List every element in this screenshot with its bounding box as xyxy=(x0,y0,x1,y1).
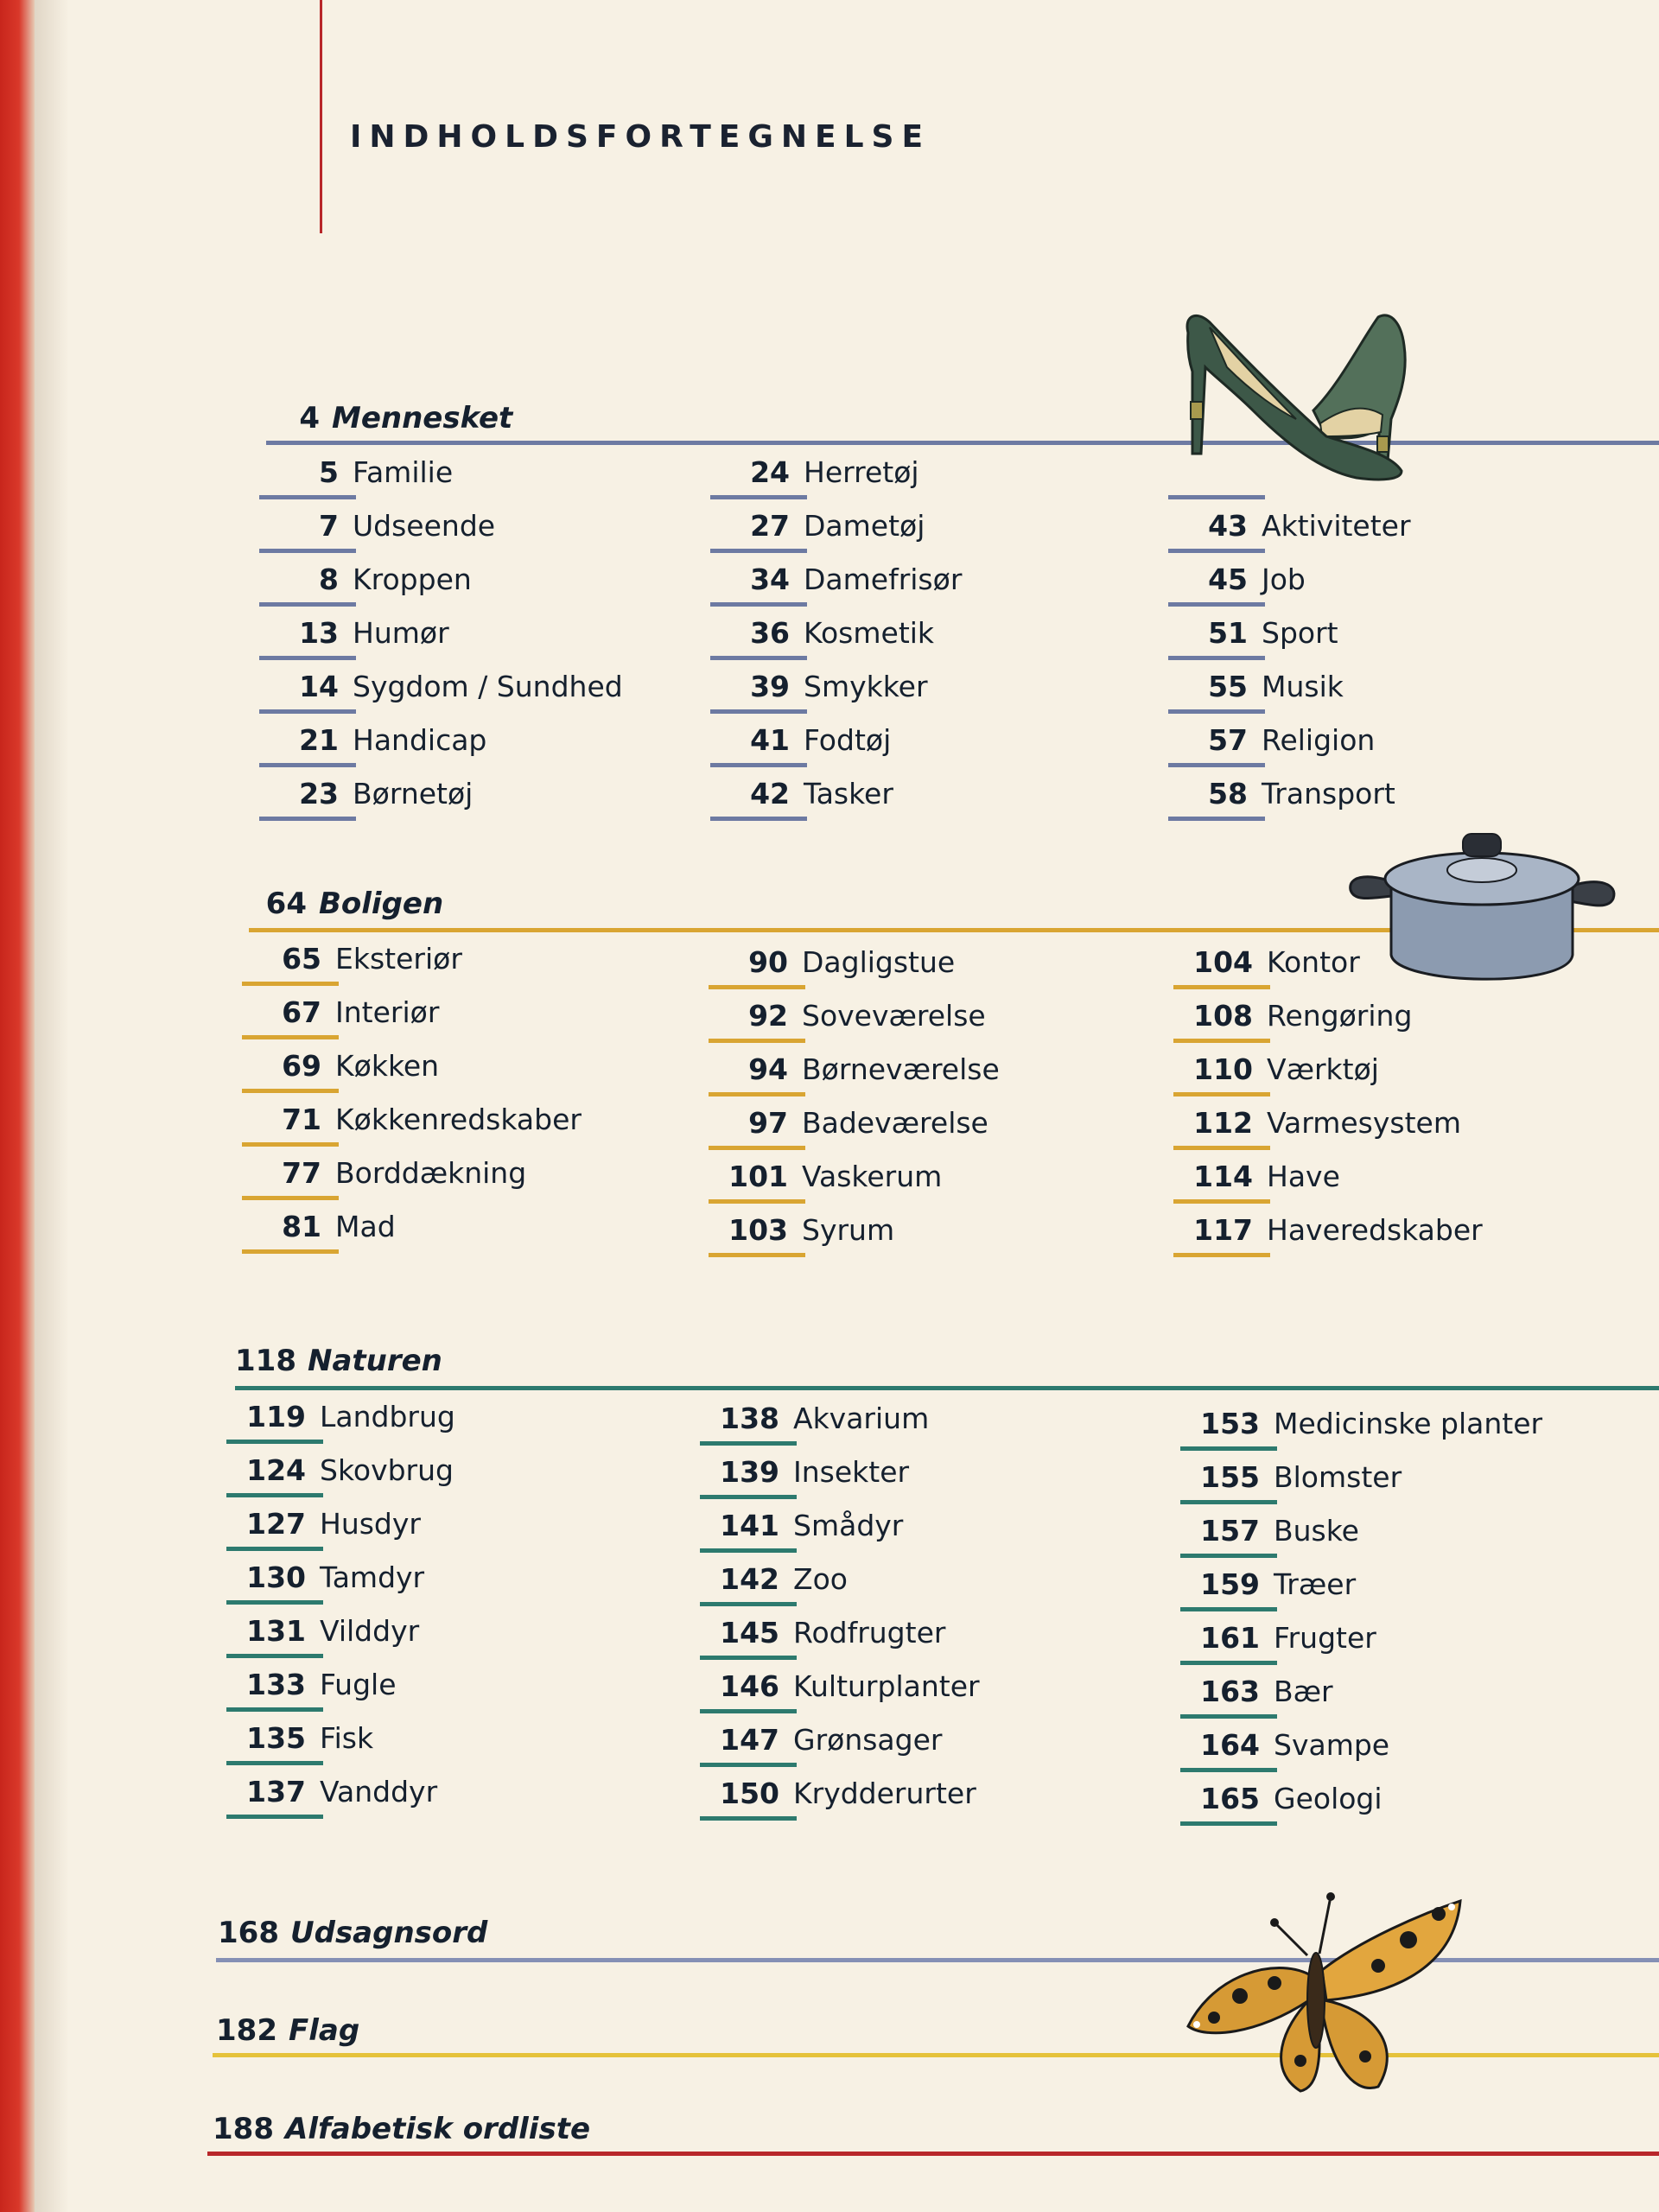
toc-entry-underline xyxy=(226,1654,323,1658)
toc-entry-label: Rodfrugter xyxy=(793,1616,946,1649)
toc-entry[interactable] xyxy=(226,1398,455,1452)
toc-entry-page-number: 24 xyxy=(750,455,790,489)
toc-entry-label: Blomster xyxy=(1274,1460,1402,1494)
toc-entry[interactable] xyxy=(1180,1405,1542,1459)
toc-entry-label: Handicap xyxy=(353,723,487,757)
toc-entry[interactable] xyxy=(259,721,623,775)
toc-entry-label: Fodtøj xyxy=(804,723,892,757)
toc-entry-page-number: 141 xyxy=(720,1509,779,1542)
toc-entry-page-number: 137 xyxy=(246,1775,306,1808)
toc-entry[interactable] xyxy=(709,1051,1000,1104)
toc-entry-underline xyxy=(1168,602,1265,607)
toc-entry-page-number: 103 xyxy=(728,1213,788,1247)
toc-entry-page-number: 67 xyxy=(282,995,321,1029)
toc-entry-underline xyxy=(710,709,807,714)
toc-entry-underline xyxy=(710,656,807,660)
toc-entry[interactable] xyxy=(1168,775,1411,829)
toc-entry[interactable] xyxy=(1180,1673,1542,1726)
toc-entry-underline xyxy=(709,1146,805,1150)
toc-entry[interactable] xyxy=(709,944,1000,997)
section-title: Alfabetisk ordliste xyxy=(285,2112,591,2146)
toc-entry[interactable] xyxy=(710,614,962,668)
toc-entry-underline xyxy=(700,1763,797,1767)
toc-entry-page-number: 104 xyxy=(1193,945,1253,979)
toc-entry-page-number: 97 xyxy=(748,1106,788,1140)
toc-entry[interactable] xyxy=(700,1560,980,1614)
toc-entry-page-number: 117 xyxy=(1193,1213,1253,1247)
toc-entry-underline xyxy=(1168,709,1265,714)
toc-entry-underline xyxy=(1180,1768,1277,1772)
toc-entry-label: Humør xyxy=(353,616,449,650)
toc-entry-underline xyxy=(1173,1253,1270,1257)
toc-entry-label: Kosmetik xyxy=(804,616,935,650)
toc-entry-page-number: 142 xyxy=(720,1562,779,1596)
toc-entry[interactable] xyxy=(700,1721,980,1775)
toc-entry[interactable] xyxy=(1168,721,1411,775)
toc-entry[interactable] xyxy=(700,1507,980,1560)
toc-entry[interactable] xyxy=(1173,1211,1483,1265)
toc-entry[interactable] xyxy=(710,454,962,507)
toc-entry-label: Soveværelse xyxy=(802,999,986,1033)
toc-entry-label: Kulturplanter xyxy=(793,1669,980,1703)
toc-entry-label: Landbrug xyxy=(320,1400,455,1433)
toc-entry-page-number: 5 xyxy=(319,455,339,489)
toc-entry[interactable] xyxy=(1180,1780,1542,1834)
toc-entry[interactable] xyxy=(226,1559,455,1612)
toc-entry-label: Geologi xyxy=(1274,1782,1382,1815)
toc-entry-label: Værktøj xyxy=(1267,1052,1379,1086)
toc-entry-page-number: 7 xyxy=(319,509,339,543)
toc-entry-page-number: 145 xyxy=(720,1616,779,1649)
toc-entry-page-number: 39 xyxy=(750,670,790,703)
toc-entry-page-number: 77 xyxy=(282,1156,321,1190)
toc-entry-label: Interiør xyxy=(335,995,440,1029)
toc-entry-underline xyxy=(709,1092,805,1096)
toc-entry[interactable] xyxy=(710,775,962,829)
toc-entry-underline xyxy=(1168,549,1265,553)
toc-entry-label: Badeværelse xyxy=(802,1106,988,1140)
toc-entry-label: Køkkenredskaber xyxy=(335,1103,582,1136)
toc-entry[interactable] xyxy=(1168,507,1411,561)
toc-entry[interactable] xyxy=(226,1612,455,1666)
toc-entry-page-number: 146 xyxy=(720,1669,779,1703)
toc-entry-label: Udseende xyxy=(353,509,496,543)
toc-entry[interactable] xyxy=(1180,1726,1542,1780)
toc-entry-label: Damefrisør xyxy=(804,563,963,596)
toc-entry-underline xyxy=(1168,656,1265,660)
toc-entry-page-number: 57 xyxy=(1208,723,1248,757)
section-page-number: 182 xyxy=(216,2013,277,2048)
toc-entry-label: Skovbrug xyxy=(320,1453,454,1487)
toc-entry-underline xyxy=(709,1039,805,1043)
toc-entry-page-number: 157 xyxy=(1200,1514,1260,1548)
toc-entry-page-number: 71 xyxy=(282,1103,321,1136)
section-heading-flag[interactable] xyxy=(216,2012,359,2050)
toc-entry[interactable] xyxy=(709,1211,1000,1265)
toc-entry-page-number: 159 xyxy=(1200,1567,1260,1601)
toc-entry-page-number: 163 xyxy=(1200,1675,1260,1708)
toc-entry-underline xyxy=(700,1495,797,1499)
toc-entry-label: Grønsager xyxy=(793,1723,943,1757)
toc-entry-page-number: 138 xyxy=(720,1402,779,1435)
toc-entry-label: Herretøj xyxy=(804,455,919,489)
toc-entry[interactable] xyxy=(700,1614,980,1668)
toc-entry-page-number: 119 xyxy=(246,1400,306,1433)
toc-entry-underline xyxy=(710,495,807,499)
toc-entry-label: Køkken xyxy=(335,1049,440,1083)
toc-entry-underline xyxy=(1180,1446,1277,1451)
toc-entry-label: Haveredskaber xyxy=(1267,1213,1483,1247)
toc-entry[interactable] xyxy=(1168,614,1411,668)
toc-entry-page-number: 90 xyxy=(748,945,788,979)
toc-entry-underline xyxy=(700,1602,797,1606)
toc-entry-page-number: 114 xyxy=(1193,1160,1253,1193)
toc-entry-label: Aktiviteter xyxy=(1262,509,1411,543)
toc-entry-page-number: 110 xyxy=(1193,1052,1253,1086)
toc-entry-label: Rengøring xyxy=(1267,999,1413,1033)
toc-entry[interactable] xyxy=(1173,1104,1483,1158)
toc-entry-underline xyxy=(259,656,356,660)
toc-entry[interactable] xyxy=(242,1208,582,1262)
toc-entry[interactable] xyxy=(259,507,623,561)
toc-entry-underline xyxy=(1180,1500,1277,1504)
butterfly-illustration xyxy=(1179,1888,1465,2095)
toc-entry-page-number: 8 xyxy=(319,563,339,596)
toc-entry[interactable] xyxy=(259,668,623,721)
column-boligen-2 xyxy=(709,944,1000,1265)
toc-entry-label: Insekter xyxy=(793,1455,910,1489)
toc-entry-page-number: 14 xyxy=(299,670,339,703)
toc-entry-underline xyxy=(1173,1039,1270,1043)
toc-entry-underline xyxy=(700,1548,797,1553)
toc-entry[interactable] xyxy=(259,775,623,829)
toc-entry-underline xyxy=(226,1600,323,1605)
toc-entry-underline xyxy=(1168,817,1265,821)
toc-entry-underline xyxy=(242,1142,339,1147)
toc-entry-label: Fisk xyxy=(320,1721,374,1755)
toc-entry-page-number: 13 xyxy=(299,616,339,650)
toc-entry-page-number: 164 xyxy=(1200,1728,1260,1762)
toc-entry-page-number: 43 xyxy=(1208,509,1248,543)
toc-entry-page-number: 55 xyxy=(1208,670,1248,703)
toc-entry[interactable] xyxy=(710,668,962,721)
book-spine-edge xyxy=(0,0,35,2212)
section-page-number: 64 xyxy=(265,887,307,921)
section-heading-ordliste[interactable] xyxy=(213,2110,590,2148)
section-heading-boligen[interactable] xyxy=(246,885,443,923)
toc-entry-underline xyxy=(242,1089,339,1093)
column-naturen-1 xyxy=(226,1398,455,1827)
toc-entry-underline xyxy=(226,1547,323,1551)
toc-entry-underline xyxy=(1180,1554,1277,1558)
toc-entry-label: Vaskerum xyxy=(802,1160,943,1193)
toc-entry-underline xyxy=(259,709,356,714)
toc-entry-page-number: 155 xyxy=(1200,1460,1260,1494)
toc-entry[interactable] xyxy=(709,997,1000,1051)
toc-entry-page-number: 58 xyxy=(1208,777,1248,810)
toc-entry-label: Have xyxy=(1267,1160,1340,1193)
toc-entry-label: Frugter xyxy=(1274,1621,1376,1655)
toc-entry[interactable] xyxy=(1168,668,1411,721)
toc-entry-page-number: 108 xyxy=(1193,999,1253,1033)
page-title: INDHOLDSFORTEGNELSE xyxy=(350,119,931,155)
toc-entry-page-number: 27 xyxy=(750,509,790,543)
toc-entry-page-number: 135 xyxy=(246,1721,306,1755)
toc-entry-underline xyxy=(226,1493,323,1497)
column-mennesket-1 xyxy=(259,454,623,829)
toc-entry-page-number: 165 xyxy=(1200,1782,1260,1815)
toc-entry[interactable] xyxy=(700,1453,980,1507)
toc-entry-label: Børnetøj xyxy=(353,777,474,810)
toc-entry-underline xyxy=(242,1035,339,1039)
cooking-pot-illustration xyxy=(1344,825,1620,998)
toc-entry-underline xyxy=(1180,1661,1277,1665)
toc-entry-underline xyxy=(259,817,356,821)
toc-entry-page-number: 124 xyxy=(246,1453,306,1487)
toc-entry-label: Smykker xyxy=(804,670,928,703)
toc-entry-underline xyxy=(226,1815,323,1819)
section-title: Mennesket xyxy=(332,401,513,435)
toc-entry-underline xyxy=(242,982,339,986)
toc-entry-label: Transport xyxy=(1262,777,1395,810)
toc-entry-page-number: 131 xyxy=(246,1614,306,1648)
toc-entry-label: Buske xyxy=(1274,1514,1359,1548)
toc-entry-page-number: 139 xyxy=(720,1455,779,1489)
toc-entry-underline xyxy=(709,985,805,989)
toc-entry-label: Borddækning xyxy=(335,1156,527,1190)
toc-entry-page-number: 51 xyxy=(1208,616,1248,650)
toc-entry-page-number: 21 xyxy=(299,723,339,757)
toc-entry[interactable] xyxy=(1173,997,1483,1051)
section-title: Flag xyxy=(289,2013,360,2048)
toc-entry[interactable] xyxy=(259,454,623,507)
section-title: Naturen xyxy=(308,1344,442,1378)
section-rule-ordliste xyxy=(207,2152,1659,2156)
section-page-number: 188 xyxy=(213,2112,274,2146)
toc-entry[interactable] xyxy=(242,1047,582,1101)
toc-entry-label: Mad xyxy=(335,1210,396,1243)
toc-entry-label: Musik xyxy=(1262,670,1344,703)
toc-entry-label: Job xyxy=(1262,563,1306,596)
toc-entry-page-number: 45 xyxy=(1208,563,1248,596)
toc-entry[interactable] xyxy=(226,1773,455,1827)
toc-entry-underline xyxy=(710,817,807,821)
toc-entry-label: Familie xyxy=(353,455,454,489)
toc-entry[interactable] xyxy=(710,507,962,561)
toc-entry-label: Dametøj xyxy=(804,509,925,543)
toc-entry[interactable] xyxy=(226,1666,455,1719)
toc-entry-label: Fugle xyxy=(320,1668,397,1701)
toc-entry-page-number: 34 xyxy=(750,563,790,596)
toc-entry-page-number: 41 xyxy=(750,723,790,757)
toc-entry-page-number: 150 xyxy=(720,1777,779,1810)
toc-entry-underline xyxy=(710,602,807,607)
toc-entry-page-number: 23 xyxy=(299,777,339,810)
toc-entry-underline xyxy=(1173,1092,1270,1096)
toc-entry[interactable] xyxy=(242,940,582,994)
column-naturen-2 xyxy=(700,1400,980,1828)
toc-entry-label: Svampe xyxy=(1274,1728,1390,1762)
high-heel-shoes-illustration xyxy=(1175,307,1426,510)
column-mennesket-3 xyxy=(1168,454,1411,829)
title-vertical-rule xyxy=(320,0,322,233)
toc-entry[interactable] xyxy=(242,1154,582,1208)
toc-entry-label: Kontor xyxy=(1267,945,1360,979)
column-mennesket-2 xyxy=(710,454,962,829)
toc-entry-label: Husdyr xyxy=(320,1507,421,1541)
toc-entry[interactable] xyxy=(709,1158,1000,1211)
section-heading-udsagnsord[interactable] xyxy=(218,1914,487,1952)
toc-entry-underline xyxy=(1168,763,1265,767)
toc-entry-label: Tamdyr xyxy=(320,1560,425,1594)
toc-entry-page-number: 69 xyxy=(282,1049,321,1083)
column-naturen-3 xyxy=(1180,1405,1542,1834)
toc-entry[interactable] xyxy=(709,1104,1000,1158)
toc-entry-underline xyxy=(1180,1714,1277,1719)
toc-entry-label: Krydderurter xyxy=(793,1777,976,1810)
toc-entry-label: Vanddyr xyxy=(320,1775,438,1808)
toc-entry-underline xyxy=(709,1253,805,1257)
toc-entry[interactable] xyxy=(700,1400,980,1453)
toc-entry[interactable] xyxy=(1180,1566,1542,1619)
toc-entry-underline xyxy=(226,1761,323,1765)
toc-entry-label: Børneværelse xyxy=(802,1052,1000,1086)
toc-entry-label: Varmesystem xyxy=(1267,1106,1461,1140)
section-page-number: 118 xyxy=(235,1344,296,1378)
toc-entry[interactable] xyxy=(1180,1619,1542,1673)
toc-entry-underline xyxy=(242,1196,339,1200)
toc-entry[interactable] xyxy=(226,1505,455,1559)
section-title: Udsagnsord xyxy=(290,1916,488,1950)
toc-entry-label: Syrum xyxy=(802,1213,895,1247)
toc-entry[interactable] xyxy=(259,561,623,614)
toc-entry-label: Tasker xyxy=(804,777,893,810)
toc-entry-label: Religion xyxy=(1262,723,1376,757)
toc-entry-page-number: 92 xyxy=(748,999,788,1033)
toc-entry-underline xyxy=(1180,1607,1277,1611)
toc-entry[interactable] xyxy=(226,1719,455,1773)
toc-entry-page-number: 65 xyxy=(282,942,321,976)
toc-entry[interactable] xyxy=(700,1668,980,1721)
section-title: Boligen xyxy=(319,887,444,921)
toc-entry-label: Eksteriør xyxy=(335,942,462,976)
page-gutter-shadow xyxy=(35,0,69,2212)
toc-entry-label: Sport xyxy=(1262,616,1338,650)
toc-entry-label: Bær xyxy=(1274,1675,1333,1708)
section-rule-mennesket xyxy=(266,441,1659,445)
toc-entry-label: Medicinske planter xyxy=(1274,1407,1543,1440)
section-page-number: 168 xyxy=(218,1916,279,1950)
toc-entry-page-number: 133 xyxy=(246,1668,306,1701)
toc-entry-underline xyxy=(710,549,807,553)
section-rule-naturen xyxy=(235,1386,1659,1390)
toc-entry-label: Dagligstue xyxy=(802,945,956,979)
toc-entry[interactable] xyxy=(1173,1158,1483,1211)
toc-entry-page-number: 153 xyxy=(1200,1407,1260,1440)
toc-entry-underline xyxy=(700,1656,797,1660)
toc-entry-page-number: 94 xyxy=(748,1052,788,1086)
toc-entry-label: Sygdom / Sundhed xyxy=(353,670,623,703)
toc-entry[interactable] xyxy=(259,614,623,668)
toc-entry-label: Kroppen xyxy=(353,563,472,596)
toc-entry-label: Træer xyxy=(1274,1567,1357,1601)
section-heading-naturen[interactable] xyxy=(235,1342,442,1380)
toc-entry-underline xyxy=(242,1249,339,1254)
toc-entry-underline xyxy=(259,495,356,499)
toc-entry-underline xyxy=(1180,1821,1277,1826)
toc-entry-underline xyxy=(700,1709,797,1713)
toc-entry[interactable] xyxy=(1168,561,1411,614)
toc-entry-underline xyxy=(259,763,356,767)
toc-entry-label: Smådyr xyxy=(793,1509,904,1542)
toc-entry-page-number: 147 xyxy=(720,1723,779,1757)
toc-entry-underline xyxy=(700,1441,797,1446)
toc-entry-underline xyxy=(710,763,807,767)
toc-entry-page-number: 130 xyxy=(246,1560,306,1594)
toc-entry-underline xyxy=(226,1440,323,1444)
toc-entry[interactable] xyxy=(226,1452,455,1505)
toc-entry-page-number: 36 xyxy=(750,616,790,650)
toc-entry[interactable] xyxy=(242,1101,582,1154)
toc-entry-label: Akvarium xyxy=(793,1402,930,1435)
toc-entry[interactable] xyxy=(1180,1459,1542,1512)
toc-entry-page-number: 161 xyxy=(1200,1621,1260,1655)
toc-entry-page-number: 127 xyxy=(246,1507,306,1541)
section-heading-mennesket[interactable] xyxy=(259,399,512,437)
toc-entry-label: Zoo xyxy=(793,1562,848,1596)
toc-entry-underline xyxy=(1173,1146,1270,1150)
toc-entry[interactable] xyxy=(700,1775,980,1828)
toc-entry[interactable] xyxy=(710,721,962,775)
toc-entry[interactable] xyxy=(710,561,962,614)
column-boligen-1 xyxy=(242,940,582,1262)
toc-entry-underline xyxy=(709,1199,805,1204)
toc-entry-underline xyxy=(1173,1199,1270,1204)
toc-entry-underline xyxy=(259,549,356,553)
toc-entry-underline xyxy=(226,1707,323,1712)
toc-entry-underline xyxy=(1173,985,1270,989)
section-page-number: 4 xyxy=(299,401,320,435)
toc-entry-page-number: 101 xyxy=(728,1160,788,1193)
toc-entry-page-number: 42 xyxy=(750,777,790,810)
toc-entry-page-number: 81 xyxy=(282,1210,321,1243)
toc-entry[interactable] xyxy=(1173,1051,1483,1104)
toc-entry-underline xyxy=(259,602,356,607)
toc-entry[interactable] xyxy=(1180,1512,1542,1566)
toc-entry[interactable] xyxy=(242,994,582,1047)
toc-entry-underline xyxy=(700,1816,797,1821)
toc-entry-page-number: 112 xyxy=(1193,1106,1253,1140)
toc-entry-label: Vilddyr xyxy=(320,1614,420,1648)
